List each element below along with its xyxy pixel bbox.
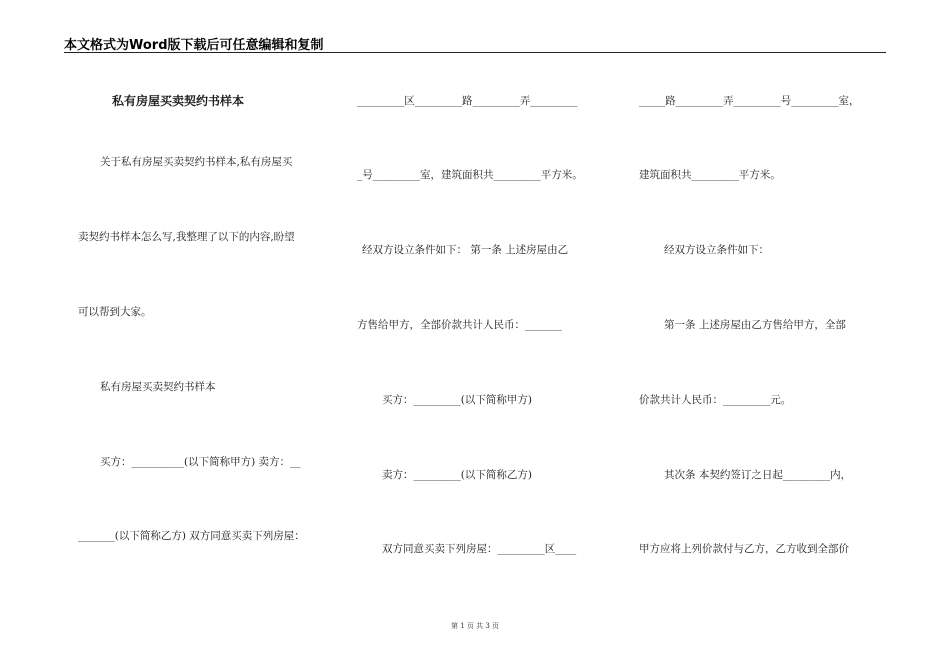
body-line: 甲方应将上列价款付与乙方，乙方收到全部价: [639, 543, 849, 555]
body-line: 其次条 本契约签订之日起_________内，: [664, 469, 852, 481]
body-line: 经双方设立条件如下：: [664, 244, 769, 256]
body-line: _______(以下简称乙方) 双方同意买卖下列房屋：: [78, 530, 305, 542]
body-line: 卖方：_________(以下简称乙方): [382, 469, 532, 481]
body-line: 经双方设立条件如下： 第一条 上述房屋由乙: [362, 244, 569, 256]
body-line: 双方同意买卖下列房屋：_________区____: [382, 543, 577, 555]
document-title: 私有房屋买卖契约书样本: [112, 94, 245, 108]
document-header: [64, 34, 886, 53]
body-line: _____路_________弄_________号_________室，: [639, 95, 860, 107]
body-line: 关于私有房屋买卖契约书样本,私有房屋买: [100, 156, 293, 168]
body-line: 买方：__________(以下简称甲方) 卖方：__: [100, 456, 301, 468]
body-line: 建筑面积共_________平方米。: [639, 169, 781, 181]
section-heading: 私有房屋买卖契约书样本: [100, 381, 216, 393]
body-line: 第一条 上述房屋由乙方售给甲方，全部: [664, 319, 846, 331]
body-line: 方售给甲方，全部价款共计人民币：_______: [357, 319, 562, 331]
body-line: _号_________室，建筑面积共_________平方米。: [357, 169, 583, 181]
body-line: _________区_________路_________弄_________: [357, 95, 578, 107]
body-line: 价款共计人民币：_________元。: [639, 394, 792, 406]
body-line: 买方：_________(以下简称甲方): [382, 394, 532, 406]
header-title: 本文格式为Word版下载后可任意编辑和复制: [64, 38, 324, 53]
body-line: 可以帮到大家。: [78, 306, 152, 318]
body-line: 卖契约书样本怎么写,我整理了以下的内容,盼望: [78, 231, 295, 243]
page-number: 第 1 页 共 3 页: [450, 622, 500, 630]
